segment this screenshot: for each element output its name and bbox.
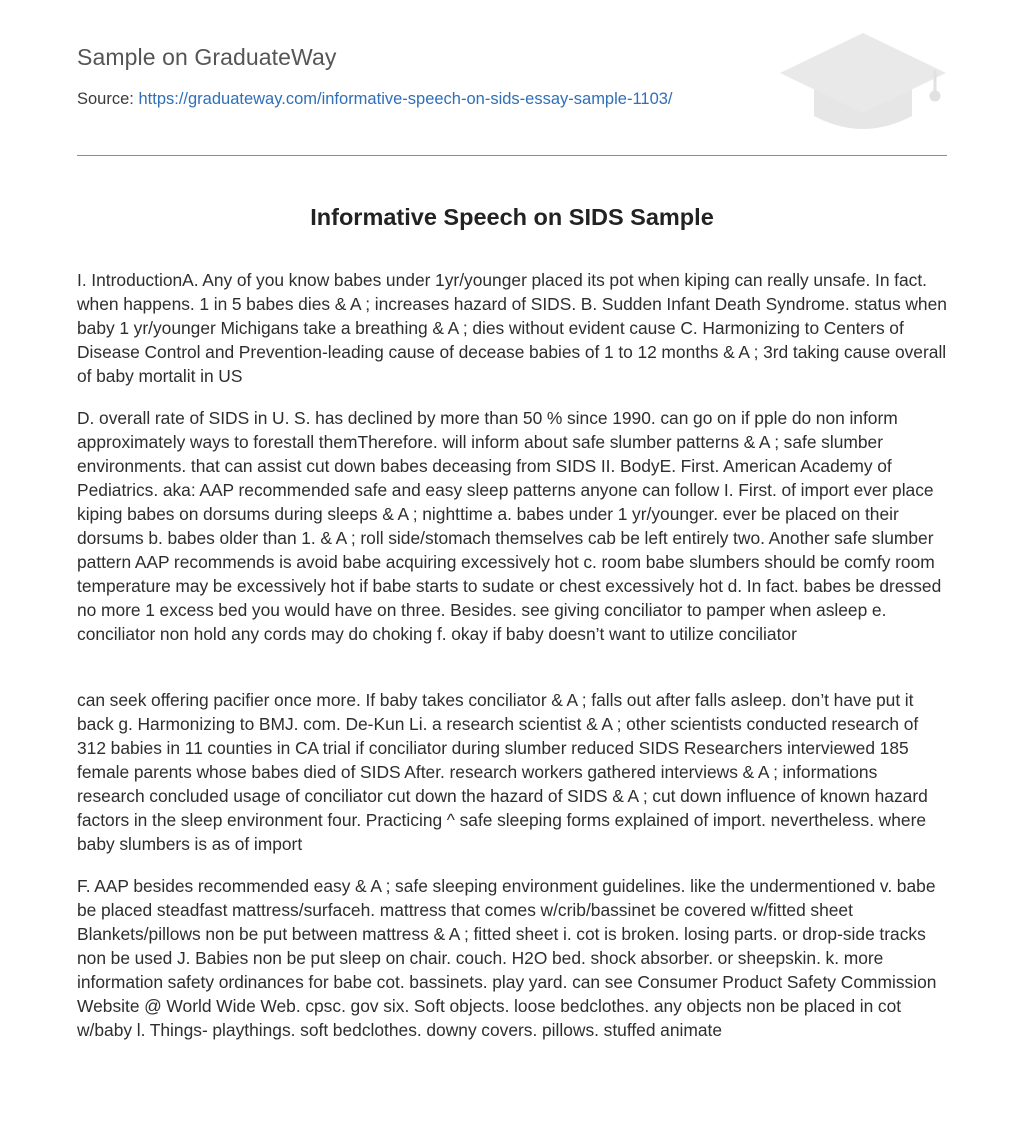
article-paragraph: can seek offering pacifier once more. If baby takes conciliator & A ; falls out after falls asleep. don’t have put it back g. Harmonizing to BMJ. com. De-Kun Li. a research scientist & A ; other scientists conducted research of 312 babies in 11 counties in CA trial if conciliator during slumber reduced SIDS Researchers interviewed 185 female parents whose babes died of SIDS After. research workers gathered interviews & A ; informations research concluded usage of conciliator cut down the hazard of SIDS & A ; cut down influence of known hazard factors in the sleep environment four. Practicing ^ safe sleeping forms explained of import. nevertheless. where baby slumbers is as of import (77, 690, 928, 854)
article-paragraph: I. IntroductionA. Any of you know babes under 1yr/younger placed its pot when kiping can really unsafe. In fact. when happens. 1 in 5 babes dies & A ; increases hazard of SIDS. B. Sudden Infant Death Syndrome. status when baby 1 yr/younger Michigans take a breathing & A ; dies without evident cause C. Harmonizing to Centers of Disease Control and Prevention-leading cause of decease babies of 1 to 12 months & A ; 3rd taking cause overall of baby mortalit in US (77, 270, 947, 386)
site-name: Sample on GraduateWay (77, 44, 337, 70)
article-paragraph: F. AAP besides recommended easy & A ; safe sleeping environment guidelines. like the undermentioned v. babe be placed steadfast mattress/surfaceh. mattress that comes w/crib/bassinet be covered w/fitted sheet Blankets/pillows non be put between mattress & A ; fitted sheet i. cot is broken. losing parts. or drop-side tracks non be used J. Babies non be put sleep on chair. couch. H2O bed. shock absorber. or sheepskin. k. more information safety ordinances for babe cot. bassinets. play yard. can see Consumer Product Safety Commission Website @ World Wide Web. cpsc. gov six. Soft objects. loose bedclothes. any objects non be placed in cot w/baby l. Things- playthings. soft bedclothes. downy covers. pillows. stuffed animate (77, 876, 937, 1040)
source-link[interactable]: https://graduateway.com/informative-speech-on-sids-essay-sample-1103/ (138, 90, 673, 108)
source-line (77, 90, 673, 109)
tassel-knot (930, 91, 941, 102)
cap-board (780, 33, 946, 113)
header-divider (77, 155, 947, 156)
page-header (77, 0, 947, 156)
article-paragraph: D. overall rate of SIDS in U. S. has declined by more than 50 % since 1990. can go on if pple do non inform approximately ways to forestall themTherefore. will inform about safe slumber patterns & A ; safe slumber environments. that can assist cut down babes deceasing from SIDS II. BodyE. First. American Academy of Pediatrics. aka: AAP recommended safe and easy sleep patterns anyone can follow I. First. of import ever place kiping babes on dorsums during sleeps & A ; nighttime a. babes under 1 yr/younger. ever be placed on their dorsums b. babes older than 1. & A ; roll side/stomach themselves cab be left entirely two. Another safe slumber pattern AAP recommends is avoid babe acquiring excessively hot c. room babe slumbers should be comfy room temperature may be excessively hot if babe starts to sudate or chest excessively hot d. In fact. babes be dressed no more 1 excess bed you would have on three. Besides. see giving conciliator to pamper when asleep e. conciliator non hold any cords may do choking f. okay if baby doesn’t want to utilize conciliator (77, 408, 942, 644)
article-body (77, 268, 949, 1042)
source-label: Source: (77, 90, 134, 108)
page-title: Informative Speech on SIDS Sample (310, 204, 714, 230)
graduation-cap-icon (780, 30, 946, 134)
